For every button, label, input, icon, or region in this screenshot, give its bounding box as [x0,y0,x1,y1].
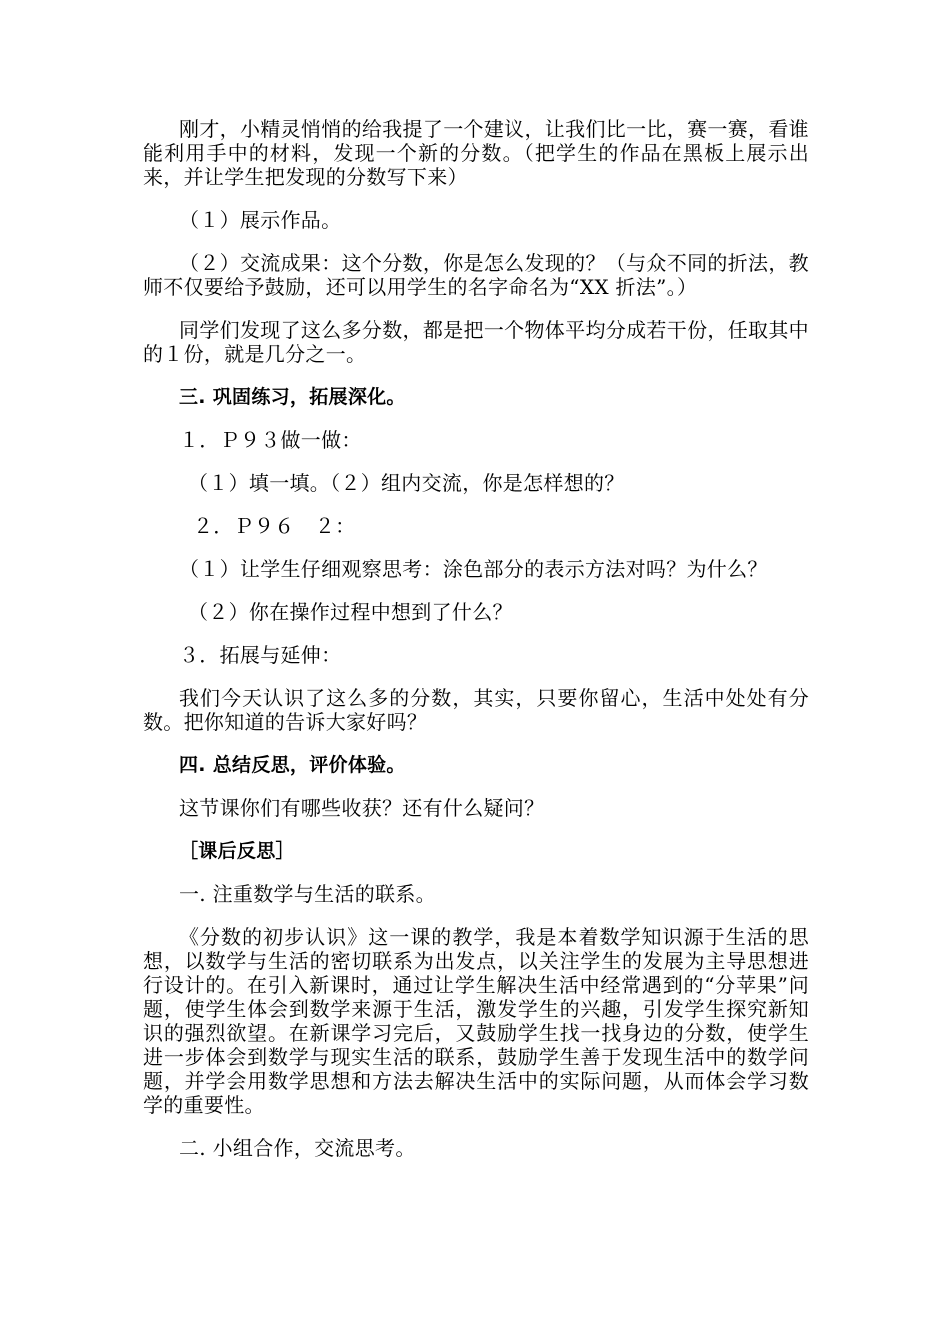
intro-paragraph: 刚才，小精灵悄悄的给我提了一个建议，让我们比一比，赛一赛，看谁能利用手中的材料，发现一个新的分数。（把学生的作品在黑板上展示出来，并让学生把发现的分数写下来） [143,117,809,189]
reflection-paragraph: 《分数的初步认识》这一课的教学，我是本着数学知识源于生活的思想，以数学与生活的密切联系为出发点，以关注学生的发展为主导思想进行设计的。在引入新课时，通过让学生解决生活中经常遇到的“分苹果”问题，使学生体会到数学来源于生活，激发学生的兴趣，引发学生探究新知识的强烈欲望。在新课学习完后，又鼓励学生找一找身边的分数，使学生进一步体会到数学与现实生活的联系，鼓励学生善于发现生活中的数学问题，并学会用数学思想和方法去解决生活中的实际问题，从而体会学习数学的重要性。 [143,925,809,1117]
document-page [143,117,809,1179]
step-exchange-results: （２）交流成果：这个分数，你是怎么发现的？（与众不同的折法，教师不仅要给予鼓励，还可以用学生的名字命名为“XX 折法”。） [143,251,809,299]
exercise-2: ２．Ｐ９６ ２： [193,514,356,538]
exercise-1: １．Ｐ９３做一做： [179,428,362,452]
exercise-3: ３．拓展与延伸： [179,643,342,667]
step-show-works: （１）展示作品。 [179,208,342,232]
reflection-heading: ［课后反思］ [179,840,295,862]
exercise-1-items: （１）填一填。（２）组内交流，你是怎样想的？ [188,471,625,495]
section-heading-4: 四. 总结反思，评价体验。 [179,754,406,776]
section-heading-3: 三. 巩固练习，拓展深化。 [179,386,406,408]
extension-paragraph: 我们今天认识了这么多的分数，其实，只要你留心，生活中处处有分数。把你知道的告诉大家好吗？ [143,686,809,734]
summary-paragraph: 同学们发现了这么多分数，都是把一个物体平均分成若干份，任取其中的１份，就是几分之一。 [143,318,809,366]
reflection-point-1: 一. 注重数学与生活的联系。 [179,882,436,906]
reflection-point-2: 二. 小组合作，交流思考。 [179,1136,416,1160]
question-paragraph: 这节课你们有哪些收获？还有什么疑问？ [179,796,545,820]
exercise-2-item-1: （１）让学生仔细观察思考：涂色部分的表示方法对吗？为什么？ [179,557,768,581]
exercise-2-item-2: （２）你在操作过程中想到了什么？ [188,600,513,624]
